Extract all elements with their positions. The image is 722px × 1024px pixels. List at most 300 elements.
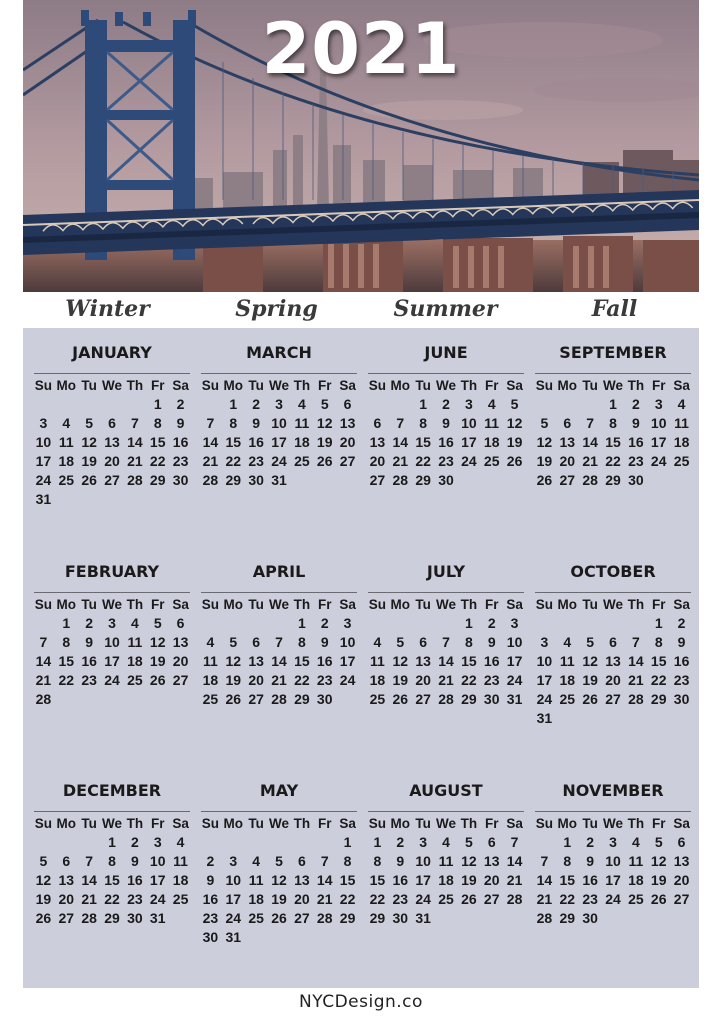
day-cell: 9 [320,634,329,650]
day-cell: 17 [339,653,356,669]
weekday-header: Mo [56,597,77,612]
day-cell: 24 [605,891,621,907]
weekday-header: Th [126,378,144,393]
weekday-header: Su [368,816,387,831]
day-cell: 19 [271,891,287,907]
day-cell: 17 [104,653,120,669]
weekday-header: Fr [651,597,666,612]
month-december [32,780,192,928]
day-cell: 3 [153,834,162,850]
weekday-header: Su [368,597,387,612]
day-cell: 22 [149,453,166,469]
day-cell: 22 [559,891,576,907]
day-cell: 22 [461,672,477,688]
day-cell: 28 [628,691,644,707]
weekday-header: Mo [390,378,411,393]
day-cell: 13 [559,434,576,450]
day-cell: 20 [415,672,431,688]
day-cell: 27 [58,910,75,926]
day-cell: 14 [127,434,143,450]
day-cell: 21 [628,672,644,688]
weekday-header: Sa [506,816,523,831]
day-cell: 31 [35,491,52,507]
weekday-header: Su [34,378,53,393]
day-cell: 7 [586,415,595,431]
day-cell: 8 [343,853,352,869]
day-cell: 8 [563,853,572,869]
day-cell: 10 [506,634,523,650]
day-cell: 21 [271,672,287,688]
month-rule [201,592,357,593]
day-cell: 28 [271,691,287,707]
day-cell: 20 [248,672,264,688]
day-cell: 6 [176,615,185,631]
day-cell: 19 [650,872,667,888]
empty-day [313,833,336,852]
weekday-header: Tu [415,597,431,612]
month-title: FEBRUARY [64,562,160,581]
day-cell: 30 [628,472,644,488]
day-cell: 11 [438,853,454,869]
weekday-header: Mo [557,378,578,393]
day-cell: 5 [275,853,283,869]
weekday-header: Sa [506,378,523,393]
day-cell: 18 [628,872,644,888]
day-cell: 6 [252,634,261,650]
day-cell: 28 [536,910,553,926]
day-cell: 4 [373,634,382,650]
empty-day [199,833,222,852]
day-cell: 4 [130,615,139,631]
day-cell: 19 [316,434,333,450]
day-cell: 5 [654,834,663,850]
day-cell: 4 [631,834,640,850]
weekday-header: Th [126,597,144,612]
day-cell: 2 [487,615,496,631]
month-rule [535,592,691,593]
day-cell: 6 [609,634,617,650]
day-cell: 15 [650,653,667,669]
empty-day [268,833,291,852]
day-cell: 1 [108,834,116,850]
empty-day [366,614,389,633]
day-cell: 31 [149,910,166,926]
weekday-header: Mo [223,378,244,393]
day-cell: 3 [510,615,519,631]
day-cell: 2 [586,834,595,850]
day-cell: 4 [297,396,306,412]
day-cell: 30 [316,691,333,707]
day-cell: 2 [631,396,640,412]
weekday-header: Fr [150,597,165,612]
day-cell: 6 [297,853,306,869]
day-cell: 25 [58,472,75,488]
day-cell: 24 [35,472,52,488]
day-cell: 5 [229,634,238,650]
day-grid [32,595,192,709]
day-cell: 20 [605,672,621,688]
month-title: JANUARY [72,343,152,362]
empty-day [366,395,389,414]
day-cell: 2 [442,396,450,412]
weekday-header: Tu [582,816,598,831]
day-cell: 16 [248,434,264,450]
weekday-header: Fr [317,816,332,831]
day-grid [533,814,693,928]
day-cell: 6 [373,415,382,431]
day-cell: 14 [35,653,52,669]
day-cell: 7 [510,834,519,850]
month-title: AUGUST [409,781,483,800]
weekday-header: We [435,816,456,831]
day-cell: 5 [320,396,329,412]
day-cell: 13 [339,415,356,431]
day-cell: 16 [316,653,333,669]
season-label: Fall [591,296,638,322]
weekday-header: Su [201,816,220,831]
day-cell: 14 [582,434,598,450]
day-cell: 26 [582,691,598,707]
day-cell: 11 [58,434,74,450]
empty-day [602,614,625,633]
day-cell: 9 [176,415,185,431]
day-cell: 9 [85,634,94,650]
day-cell: 1 [464,615,473,631]
day-cell: 9 [677,634,686,650]
day-cell: 20 [673,872,690,888]
day-cell: 2 [252,396,261,412]
weekday-header: Mo [223,597,244,612]
day-cell: 30 [438,472,454,488]
day-cell: 17 [415,872,431,888]
day-cell: 10 [104,634,120,650]
weekday-header: We [268,597,289,612]
month-rule [535,373,691,374]
day-grid [533,595,693,728]
day-cell: 1 [654,615,663,631]
day-cell: 16 [172,434,189,450]
day-cell: 22 [415,453,431,469]
day-cell: 13 [104,434,120,450]
month-title: SEPTEMBER [559,343,667,362]
day-cell: 15 [369,872,386,888]
day-cell: 2 [677,615,686,631]
day-cell: 4 [677,396,686,412]
day-cell: 7 [85,853,94,869]
day-cell: 29 [339,910,356,926]
day-cell: 23 [582,891,598,907]
day-cell: 20 [172,653,189,669]
month-july [366,561,526,709]
day-cell: 25 [628,891,644,907]
season-label: Winter [65,296,150,322]
month-rule [535,811,691,812]
day-cell: 23 [392,891,409,907]
weekday-header: Sa [172,378,189,393]
weekday-header: Sa [339,597,356,612]
day-cell: 18 [127,653,143,669]
weekday-header: We [435,597,456,612]
day-cell: 18 [172,872,189,888]
day-cell: 29 [461,691,477,707]
day-cell: 24 [271,453,287,469]
footer-brand: NYCDesign.co [299,992,423,1012]
empty-day [32,395,55,414]
month-title: JULY [426,562,466,581]
empty-day [579,614,602,633]
day-cell: 20 [483,872,500,888]
day-cell: 14 [628,653,644,669]
month-august [366,780,526,928]
month-title: OCTOBER [570,562,656,581]
day-cell: 18 [248,891,264,907]
empty-day [579,395,602,414]
day-cell: 16 [81,653,97,669]
day-cell: 23 [127,891,143,907]
weekday-header: Su [535,816,554,831]
day-cell: 27 [605,691,621,707]
day-cell: 21 [202,453,219,469]
day-cell: 15 [461,653,477,669]
day-cell: 19 [392,672,409,688]
day-cell: 17 [271,434,287,450]
day-cell: 13 [605,653,621,669]
weekday-header: We [602,816,623,831]
weekday-header: Th [293,816,311,831]
day-cell: 9 [252,415,261,431]
weekday-header: Th [460,597,478,612]
day-cell: 8 [654,634,663,650]
day-cell: 25 [369,691,386,707]
weekday-header: Th [627,816,645,831]
day-cell: 23 [483,672,500,688]
day-cell: 25 [294,453,310,469]
day-cell: 8 [153,415,162,431]
day-cell: 3 [275,396,283,412]
day-cell: 3 [39,415,48,431]
day-cell: 22 [339,891,356,907]
day-cell: 22 [58,672,75,688]
day-cell: 31 [225,929,242,945]
weekday-header: Th [293,378,311,393]
weekday-header: Sa [673,378,690,393]
weekday-header: We [101,597,122,612]
day-cell: 20 [339,434,356,450]
day-cell: 10 [225,872,242,888]
month-rule [201,811,357,812]
day-cell: 1 [563,834,572,850]
day-cell: 25 [202,691,219,707]
day-cell: 1 [153,396,162,412]
day-cell: 26 [536,472,553,488]
empty-day [123,395,146,414]
month-rule [201,373,357,374]
day-cell: 6 [487,834,496,850]
empty-day [389,614,412,633]
day-cell: 5 [396,634,405,650]
month-rule [368,592,524,593]
day-cell: 14 [438,653,454,669]
day-cell: 13 [673,853,690,869]
day-cell: 27 [248,691,264,707]
day-cell: 5 [540,415,549,431]
weekday-header: Fr [651,378,666,393]
weekday-header: Sa [506,597,523,612]
day-cell: 29 [369,910,386,926]
day-cell: 2 [396,834,405,850]
weekday-header: Su [535,597,554,612]
day-cell: 18 [483,434,500,450]
month-rule [34,811,190,812]
day-cell: 4 [62,415,71,431]
weekday-header: We [268,816,289,831]
weekday-header: Su [34,816,53,831]
day-cell: 11 [484,415,500,431]
empty-day [624,614,647,633]
weekday-header: Mo [223,816,244,831]
day-cell: 9 [130,853,139,869]
day-cell: 7 [130,415,139,431]
day-cell: 18 [294,434,310,450]
day-cell: 14 [316,872,333,888]
hero-photo [23,0,699,292]
day-cell: 1 [609,396,617,412]
day-cell: 29 [225,472,242,488]
day-cell: 17 [225,891,242,907]
weekday-header: Th [627,378,645,393]
day-cell: 28 [506,891,523,907]
empty-day [101,395,124,414]
day-cell: 25 [673,453,690,469]
day-cell: 21 [392,453,409,469]
day-grid [366,814,526,928]
day-cell: 4 [563,634,572,650]
day-cell: 22 [225,453,242,469]
day-cell: 13 [248,653,264,669]
weekday-header: Tu [582,378,598,393]
day-cell: 15 [149,434,166,450]
weekday-header: We [435,378,456,393]
day-cell: 3 [419,834,428,850]
day-cell: 22 [650,672,667,688]
day-cell: 21 [536,891,553,907]
day-cell: 10 [605,853,621,869]
day-cell: 21 [316,891,333,907]
day-cell: 1 [419,396,428,412]
day-cell: 25 [248,910,264,926]
day-cell: 8 [464,634,473,650]
day-grid [533,376,693,490]
day-grid [366,595,526,709]
day-cell: 23 [81,672,97,688]
day-cell: 27 [415,691,431,707]
day-cell: 20 [369,453,386,469]
weekday-header: Fr [150,378,165,393]
day-cell: 14 [81,872,97,888]
weekday-header: Th [460,816,478,831]
day-cell: 6 [563,415,572,431]
month-november [533,780,693,928]
weekday-header: Sa [673,597,690,612]
weekday-header: Fr [484,378,499,393]
day-cell: 8 [229,415,238,431]
empty-day [389,395,412,414]
day-cell: 4 [487,396,496,412]
month-title: JUNE [424,343,468,362]
day-cell: 16 [438,434,454,450]
day-cell: 28 [582,472,598,488]
day-cell: 7 [396,415,405,431]
empty-day [412,614,435,633]
day-cell: 12 [316,415,333,431]
day-cell: 28 [438,691,454,707]
weekday-header: Tu [81,597,97,612]
day-cell: 12 [225,653,242,669]
day-cell: 16 [392,872,409,888]
weekday-header: Su [201,378,220,393]
season-label: Summer [393,296,498,322]
day-cell: 2 [130,834,139,850]
day-cell: 21 [438,672,454,688]
day-cell: 8 [609,415,617,431]
day-cell: 23 [172,453,189,469]
day-cell: 21 [127,453,143,469]
day-cell: 10 [35,434,52,450]
empty-day [268,614,291,633]
day-cell: 14 [202,434,219,450]
season-label: Spring [235,296,318,322]
weekday-header: Mo [557,597,578,612]
day-cell: 20 [58,891,75,907]
day-cell: 2 [206,853,215,869]
day-cell: 12 [536,434,553,450]
day-cell: 31 [415,910,431,926]
month-may [199,780,359,947]
day-cell: 16 [673,653,690,669]
empty-day [533,395,556,414]
day-cell: 1 [373,834,382,850]
empty-day [55,395,78,414]
day-cell: 27 [104,472,120,488]
day-cell: 4 [442,834,450,850]
day-cell: 28 [316,910,333,926]
day-cell: 16 [127,872,143,888]
empty-day [32,614,55,633]
day-cell: 22 [294,672,310,688]
day-cell: 15 [225,434,242,450]
empty-day [290,833,313,852]
day-cell: 25 [438,891,454,907]
day-cell: 12 [650,853,667,869]
day-cell: 1 [62,615,71,631]
day-cell: 19 [506,434,523,450]
month-rule [34,592,190,593]
day-cell: 23 [438,453,454,469]
day-cell: 10 [339,634,356,650]
day-cell: 9 [442,415,450,431]
day-cell: 19 [81,453,97,469]
day-cell: 11 [559,653,575,669]
weekday-header: Tu [248,378,264,393]
day-cell: 8 [373,853,382,869]
day-cell: 1 [343,834,352,850]
day-cell: 24 [149,891,166,907]
day-cell: 3 [343,615,352,631]
weekday-header: Tu [415,378,431,393]
day-cell: 30 [483,691,500,707]
day-cell: 13 [58,872,75,888]
day-cell: 19 [225,672,242,688]
